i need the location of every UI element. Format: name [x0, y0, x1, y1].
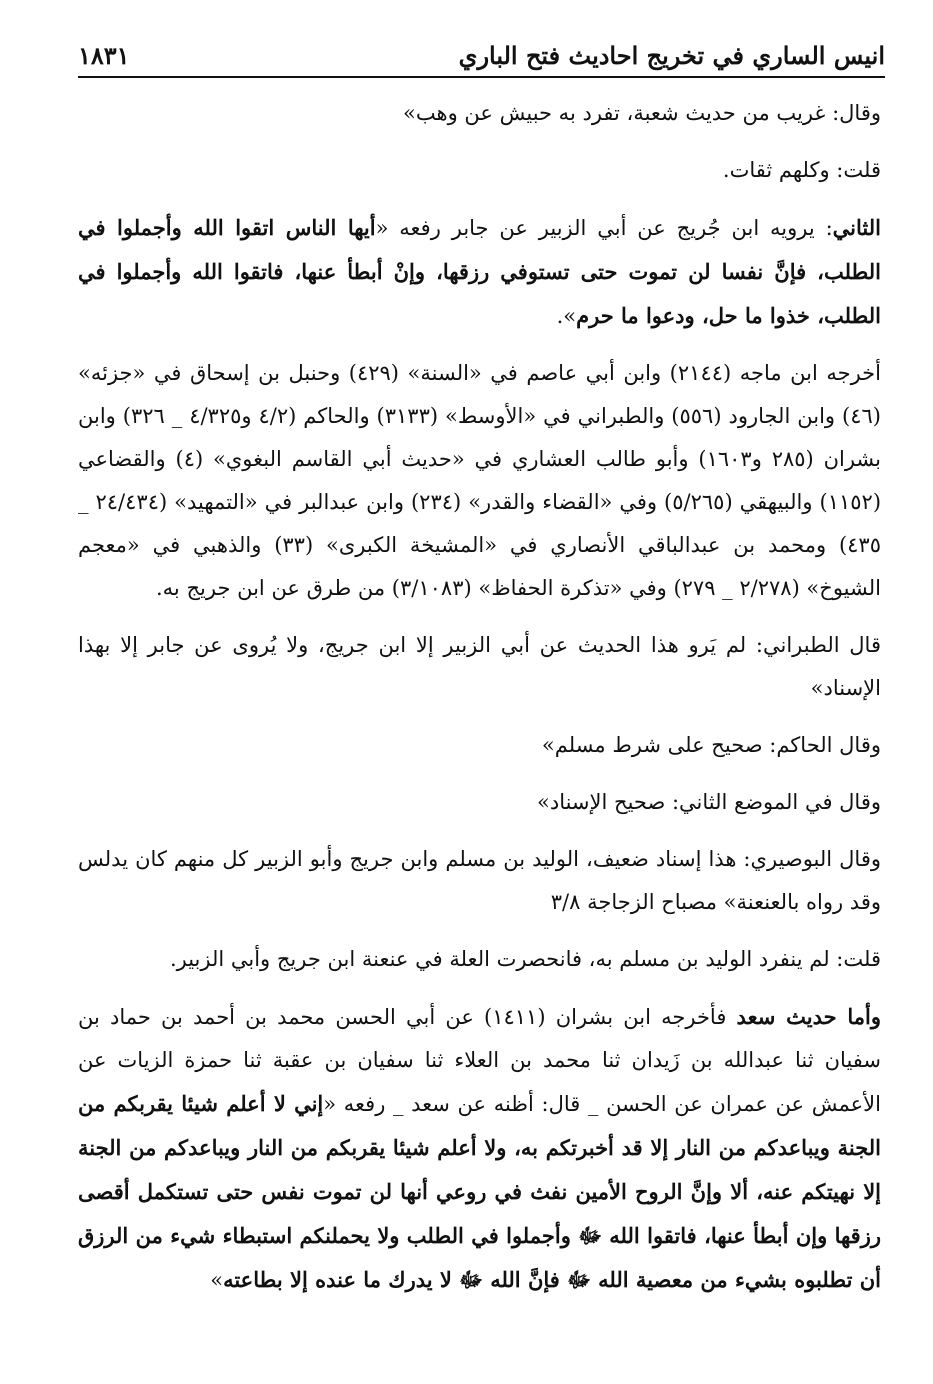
text-segment: فأخرجه ابن بشران (١٤١١) عن أبي الحسن محمد بن أحمد بن حماد بن سفيان ثنا عبدالله بن زَيدان ثنا محمد بن العلاء ثنا سفيان بن عقبة ثنا حمزة الزيات عن الأعمش عن عمران عن الحسن _ قال: أظنه عن سعد _ رفعه « [78, 1005, 881, 1116]
hadith-text: إني لا أعلم شيئا يقربكم من الجنة ويباعدكم من النار إلا قد أخبرتكم به، ولا أعلم شيئا يقربكم من النار ويباعدكم من الجنة إلا نهيتكم عنه، ألا وإنَّ الروح الأمين نفث في روعي أنها لن تموت نفس حتى تستكمل أقصى رزقها وإن أبطأ عنها، فاتقوا الله ﷻ وأجملوا في الطلب ولا يحملنكم استبطاء شيء من الرزق أن تطلبوه بشيء من معصية الله ﷻ فإنَّ الله ﷻ لا يدرك ما عنده إلا بطاعته [78, 1091, 881, 1292]
text-segment: قلت: وكلهم ثقات. [722, 158, 881, 182]
paragraph [78, 781, 881, 824]
hadith-text: أيها الناس اتقوا الله وأجملوا في الطلب، فإنَّ نفسا لن تموت حتى تستوفي رزقها، وإنْ أبطأ عنها، فاتقوا الله وأجملوا في الطلب، خذوا ما حل، ودعوا ما حرم [78, 215, 881, 328]
text-segment: وقال: غريب من حديث شعبة، تفرد به حبيش عن وهب» [403, 101, 881, 125]
page-header [78, 30, 885, 78]
paragraph [78, 938, 881, 981]
body-text [78, 92, 881, 1316]
paragraph [78, 149, 881, 192]
text-segment: قلت: لم ينفرد الوليد بن مسلم به، فانحصرت العلة في عنعنة ابن جريج وأبي الزبير. [169, 947, 881, 971]
page-number: ١٨٣١ [78, 41, 130, 70]
running-title: انيس الساري في تخريج احاديث فتح الباري [458, 41, 885, 70]
paragraph [78, 624, 881, 710]
text-segment: ». [556, 304, 577, 328]
paragraph [78, 724, 881, 767]
paragraph [78, 995, 881, 1302]
text-segment: » [210, 1268, 224, 1292]
text-segment: : يرويه ابن جُريج عن أبي الزبير عن جابر رفعه « [375, 216, 833, 240]
text-segment: قال الطبراني: لم يَرو هذا الحديث عن أبي الزبير إلا ابن جريج، ولا يُروى عن جابر إلا بهذا الإسناد» [78, 633, 881, 700]
paragraph [78, 206, 881, 338]
text-segment: أخرجه ابن ماجه (٢١٤٤) وابن أبي عاصم في «السنة» (٤٢٩) وحنبل بن إسحاق في «جزئه» (٤٦) وابن الجارود (٥٥٦) والطبراني في «الأوسط» (٣١٣٣) والحاكم (٤/٢ و٤/٣٢٥ _ ٣٢٦) وابن بشران (٢٨٥ و١٦٠٣) وأبو طالب العشاري في «حديث أبي القاسم البغوي» (٤) والقضاعي (١١٥٢) والبيهقي (٥/٢٦٥) وفي «القضاء والقدر» (٢٣٤) وابن عبدالبر في «التمهيد» (٢٤/٤٣٤ _ ٤٣٥) ومحمد بن عبدالباقي الأنصاري في «المشيخة الكبرى» (٣٣) والذهبي في «معجم الشيوخ» (٢/٢٧٨ _ ٢٧٩) وفي «تذكرة الحفاظ» (٣/١٠٨٣) من طرق عن ابن جريج به. [78, 361, 882, 600]
text-segment: وقال الحاكم: صحيح على شرط مسلم» [541, 733, 881, 757]
section-label: الثاني [832, 215, 881, 240]
text-segment: وقال البوصيري: هذا إسناد ضعيف، الوليد بن مسلم وابن جريج وأبو الزبير كل منهم كان يدلس وقد رواه بالعنعنة» مصباح الزجاجة ٣/٨ [78, 847, 881, 914]
text-segment: وقال في الموضع الثاني: صحيح الإسناد» [537, 790, 881, 814]
paragraph [78, 92, 881, 135]
paragraph [78, 838, 881, 924]
section-label: وأما حديث سعد [736, 1004, 881, 1029]
paragraph [78, 352, 881, 610]
